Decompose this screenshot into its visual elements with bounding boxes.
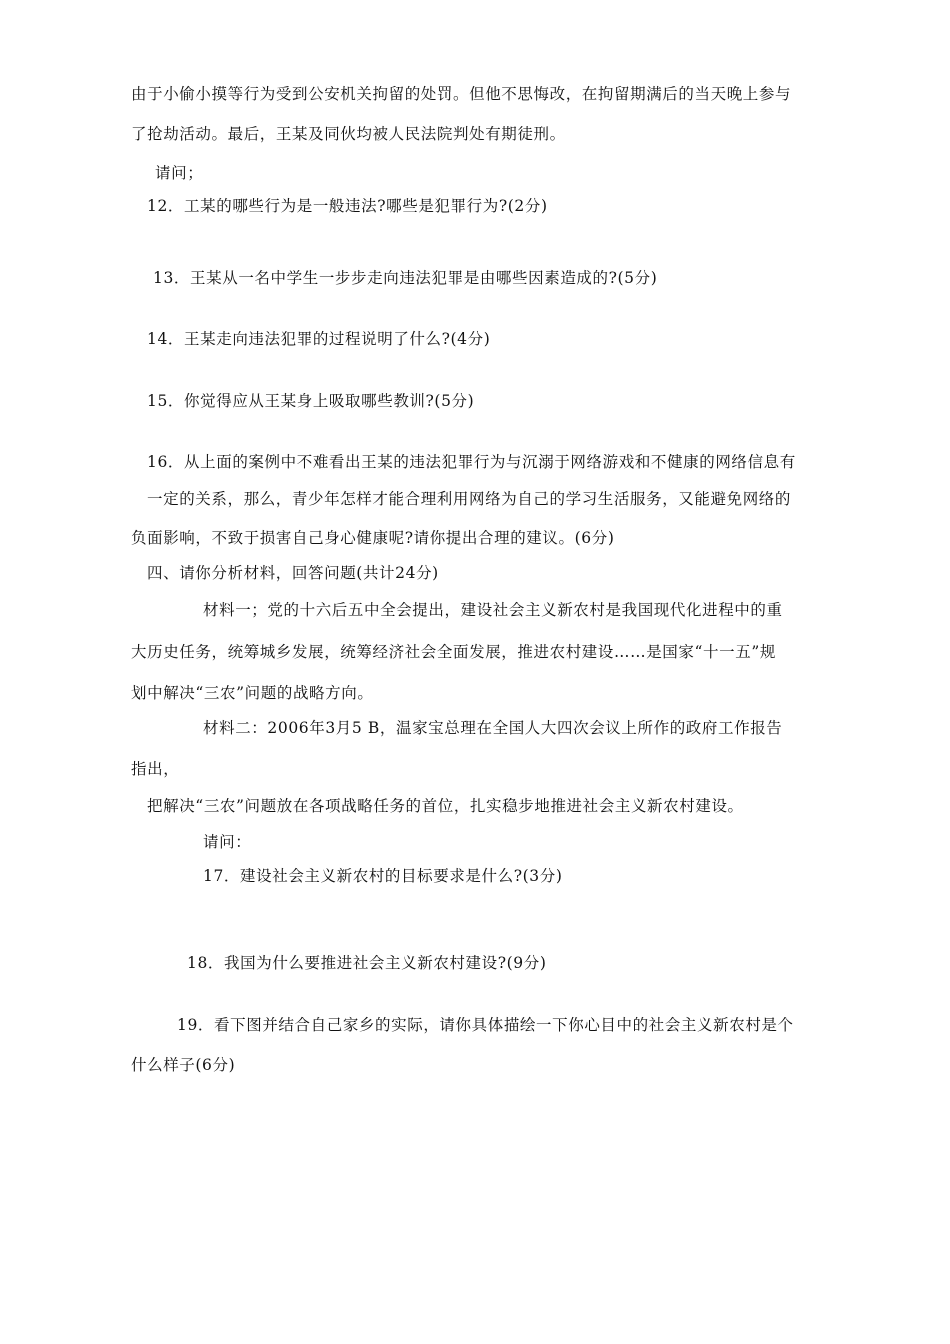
material-two: 材料二：2006年3月5 B，温家宝总理在全国人大四次会议上所作的政府工作报告 <box>203 719 783 737</box>
question-15: 15．你觉得应从王某身上吸取哪些教训?(5分) <box>147 392 475 410</box>
material-two-cont-1: 指出， <box>131 760 180 778</box>
question-16-cont-2: 负面影响，不致于损害自己身心健康呢?请你提出合理的建议。(6分) <box>131 529 615 547</box>
text-line-1: 由于小偷小摸等行为受到公安机关拘留的处罚。但他不思悔改，在拘留期满后的当天晚上参与 <box>131 85 792 103</box>
question-16-cont-1: 一定的关系，那么，青少年怎样才能合理利用网络为自己的学习生活服务，又能避免网络的 <box>147 490 792 508</box>
material-one: 材料一；党的十六后五中全会提出，建设社会主义新农村是我国现代化进程中的重 <box>203 601 783 619</box>
question-18: 18．我国为什么要推进社会主义新农村建设?(9分) <box>187 954 547 972</box>
material-one-cont-2: 划中解决“三农”问题的战略方向。 <box>131 684 374 702</box>
question-13: 13．王某从一名中学生一步步走向违法犯罪是由哪些因素造成的?(5分) <box>153 269 658 287</box>
question-17: 17．建设社会主义新农村的目标要求是什么?(3分) <box>203 867 563 885</box>
question-19-cont: 什么样子(6分) <box>131 1056 236 1074</box>
question-14: 14．王某走向违法犯罪的过程说明了什么?(4分) <box>147 330 491 348</box>
material-two-cont-2: 把解决“三农”问题放在各项战略任务的首位，扎实稳步地推进社会主义新农村建设。 <box>147 797 744 815</box>
question-12: 12．工某的哪些行为是一般违法?哪些是犯罪行为?(2分) <box>147 197 548 215</box>
question-19: 19．看下图并结合自己家乡的实际，请你具体描绘一下你心目中的社会主义新农村是个 <box>177 1016 794 1034</box>
text-line-2: 了抢劫活动。最后，王某及同伙均被人民法院判处有期徒刑。 <box>131 125 566 143</box>
question-16: 16．从上面的案例中不难看出王某的违法犯罪行为与沉溺于网络游戏和不健康的网络信息有 <box>147 453 796 471</box>
text-line-3: 请问； <box>155 164 204 182</box>
material-one-cont-1: 大历史任务，统筹城乡发展，统筹经济社会全面发展，推进农村建设……是国家“十一五”规 <box>131 643 776 661</box>
text-ask-2: 请问： <box>203 833 252 851</box>
section-four-heading: 四、请你分析材料，回答问题(共计24分) <box>147 564 439 582</box>
